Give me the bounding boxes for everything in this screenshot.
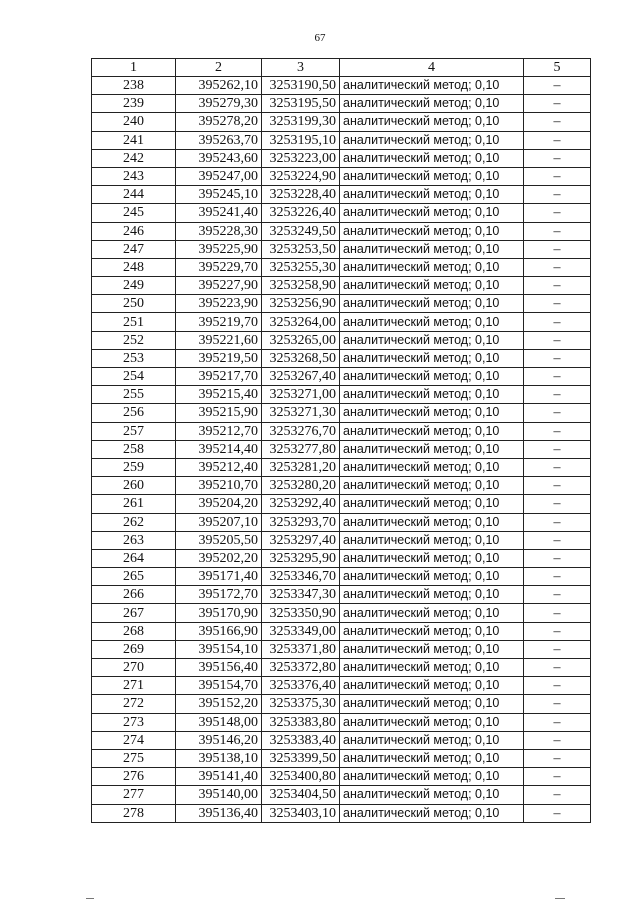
point-number-cell: 265 (92, 568, 176, 586)
note-cell: – (524, 513, 591, 531)
note-cell: – (524, 386, 591, 404)
y-coordinate-cell: 3253276,70 (262, 422, 340, 440)
y-coordinate-cell: 3253295,90 (262, 549, 340, 567)
point-number-cell: 238 (92, 77, 176, 95)
table-row (92, 95, 591, 113)
point-number-cell: 274 (92, 731, 176, 749)
table-row (92, 477, 591, 495)
x-coordinate-cell: 395217,70 (176, 368, 262, 386)
method-cell: аналитический метод; 0,10 (340, 204, 524, 222)
note-cell: – (524, 149, 591, 167)
y-coordinate-cell: 3253228,40 (262, 186, 340, 204)
method-cell: аналитический метод; 0,10 (340, 695, 524, 713)
point-number-cell: 269 (92, 640, 176, 658)
method-cell: аналитический метод; 0,10 (340, 713, 524, 731)
x-coordinate-cell: 395262,10 (176, 77, 262, 95)
x-coordinate-cell: 395241,40 (176, 204, 262, 222)
note-cell: – (524, 368, 591, 386)
x-coordinate-cell: 395156,40 (176, 659, 262, 677)
table-row (92, 749, 591, 767)
x-coordinate-cell: 395279,30 (176, 95, 262, 113)
x-coordinate-cell: 395247,00 (176, 167, 262, 185)
table-row (92, 549, 591, 567)
method-cell: аналитический метод; 0,10 (340, 640, 524, 658)
y-coordinate-cell: 3253195,10 (262, 131, 340, 149)
note-cell: – (524, 240, 591, 258)
method-cell: аналитический метод; 0,10 (340, 731, 524, 749)
method-cell: аналитический метод; 0,10 (340, 749, 524, 767)
x-coordinate-cell: 395215,40 (176, 386, 262, 404)
table-row (92, 368, 591, 386)
y-coordinate-cell: 3253371,80 (262, 640, 340, 658)
method-cell: аналитический метод; 0,10 (340, 604, 524, 622)
table-row (92, 240, 591, 258)
note-cell: – (524, 640, 591, 658)
table-row (92, 404, 591, 422)
note-cell: – (524, 495, 591, 513)
point-number-cell: 245 (92, 204, 176, 222)
method-cell: аналитический метод; 0,10 (340, 622, 524, 640)
point-number-cell: 258 (92, 440, 176, 458)
method-cell: аналитический метод; 0,10 (340, 277, 524, 295)
method-cell: аналитический метод; 0,10 (340, 531, 524, 549)
note-cell: – (524, 277, 591, 295)
point-number-cell: 247 (92, 240, 176, 258)
method-cell: аналитический метод; 0,10 (340, 331, 524, 349)
x-coordinate-cell: 395225,90 (176, 240, 262, 258)
table-row (92, 713, 591, 731)
x-coordinate-cell: 395171,40 (176, 568, 262, 586)
method-cell: аналитический метод; 0,10 (340, 786, 524, 804)
table-row (92, 386, 591, 404)
y-coordinate-cell: 3253281,20 (262, 458, 340, 476)
note-cell: – (524, 331, 591, 349)
table-row (92, 568, 591, 586)
method-cell: аналитический метод; 0,10 (340, 313, 524, 331)
method-cell: аналитический метод; 0,10 (340, 368, 524, 386)
table-row (92, 349, 591, 367)
point-number-cell: 271 (92, 677, 176, 695)
note-cell: – (524, 786, 591, 804)
x-coordinate-cell: 395204,20 (176, 495, 262, 513)
table-row (92, 640, 591, 658)
note-cell: – (524, 186, 591, 204)
x-coordinate-cell: 395223,90 (176, 295, 262, 313)
table-row (92, 131, 591, 149)
x-coordinate-cell: 395219,50 (176, 349, 262, 367)
method-cell: аналитический метод; 0,10 (340, 422, 524, 440)
method-cell: аналитический метод; 0,10 (340, 513, 524, 531)
x-coordinate-cell: 395263,70 (176, 131, 262, 149)
y-coordinate-cell: 3253223,00 (262, 149, 340, 167)
column-header-5: 5 (524, 59, 591, 77)
y-coordinate-cell: 3253347,30 (262, 586, 340, 604)
method-cell: аналитический метод; 0,10 (340, 677, 524, 695)
y-coordinate-cell: 3253403,10 (262, 804, 340, 822)
point-number-cell: 256 (92, 404, 176, 422)
table-row (92, 277, 591, 295)
x-coordinate-cell: 395214,40 (176, 440, 262, 458)
scan-mark-left (86, 898, 94, 899)
note-cell: – (524, 222, 591, 240)
x-coordinate-cell: 395228,30 (176, 222, 262, 240)
x-coordinate-cell: 395212,70 (176, 422, 262, 440)
point-number-cell: 252 (92, 331, 176, 349)
x-coordinate-cell: 395243,60 (176, 149, 262, 167)
y-coordinate-cell: 3253277,80 (262, 440, 340, 458)
point-number-cell: 276 (92, 768, 176, 786)
point-number-cell: 264 (92, 549, 176, 567)
point-number-cell: 255 (92, 386, 176, 404)
note-cell: – (524, 768, 591, 786)
x-coordinate-cell: 395136,40 (176, 804, 262, 822)
note-cell: – (524, 349, 591, 367)
table-row (92, 331, 591, 349)
note-cell: – (524, 77, 591, 95)
method-cell: аналитический метод; 0,10 (340, 149, 524, 167)
point-number-cell: 263 (92, 531, 176, 549)
y-coordinate-cell: 3253346,70 (262, 568, 340, 586)
table-row (92, 167, 591, 185)
point-number-cell: 253 (92, 349, 176, 367)
x-coordinate-cell: 395154,10 (176, 640, 262, 658)
x-coordinate-cell: 395227,90 (176, 277, 262, 295)
point-number-cell: 239 (92, 95, 176, 113)
note-cell: – (524, 113, 591, 131)
method-cell: аналитический метод; 0,10 (340, 186, 524, 204)
y-coordinate-cell: 3253190,50 (262, 77, 340, 95)
method-cell: аналитический метод; 0,10 (340, 222, 524, 240)
x-coordinate-cell: 395202,20 (176, 549, 262, 567)
y-coordinate-cell: 3253375,30 (262, 695, 340, 713)
y-coordinate-cell: 3253383,80 (262, 713, 340, 731)
method-cell: аналитический метод; 0,10 (340, 495, 524, 513)
method-cell: аналитический метод; 0,10 (340, 295, 524, 313)
y-coordinate-cell: 3253271,30 (262, 404, 340, 422)
table-row (92, 604, 591, 622)
x-coordinate-cell: 395172,70 (176, 586, 262, 604)
point-number-cell: 242 (92, 149, 176, 167)
method-cell: аналитический метод; 0,10 (340, 404, 524, 422)
note-cell: – (524, 659, 591, 677)
note-cell: – (524, 531, 591, 549)
y-coordinate-cell: 3253258,90 (262, 277, 340, 295)
y-coordinate-cell: 3253249,50 (262, 222, 340, 240)
point-number-cell: 246 (92, 222, 176, 240)
y-coordinate-cell: 3253264,00 (262, 313, 340, 331)
point-number-cell: 251 (92, 313, 176, 331)
y-coordinate-cell: 3253226,40 (262, 204, 340, 222)
method-cell: аналитический метод; 0,10 (340, 258, 524, 276)
note-cell: – (524, 204, 591, 222)
y-coordinate-cell: 3253383,40 (262, 731, 340, 749)
note-cell: – (524, 549, 591, 567)
y-coordinate-cell: 3253297,40 (262, 531, 340, 549)
note-cell: – (524, 586, 591, 604)
x-coordinate-cell: 395210,70 (176, 477, 262, 495)
x-coordinate-cell: 395166,90 (176, 622, 262, 640)
note-cell: – (524, 622, 591, 640)
method-cell: аналитический метод; 0,10 (340, 586, 524, 604)
method-cell: аналитический метод; 0,10 (340, 131, 524, 149)
y-coordinate-cell: 3253376,40 (262, 677, 340, 695)
table-row (92, 440, 591, 458)
note-cell: – (524, 95, 591, 113)
note-cell: – (524, 695, 591, 713)
note-cell: – (524, 568, 591, 586)
method-cell: аналитический метод; 0,10 (340, 95, 524, 113)
x-coordinate-cell: 395229,70 (176, 258, 262, 276)
point-number-cell: 267 (92, 604, 176, 622)
table-row (92, 295, 591, 313)
table-row (92, 768, 591, 786)
y-coordinate-cell: 3253400,80 (262, 768, 340, 786)
table-row (92, 659, 591, 677)
method-cell: аналитический метод; 0,10 (340, 349, 524, 367)
y-coordinate-cell: 3253195,50 (262, 95, 340, 113)
table-row (92, 622, 591, 640)
point-number-cell: 275 (92, 749, 176, 767)
method-cell: аналитический метод; 0,10 (340, 167, 524, 185)
y-coordinate-cell: 3253268,50 (262, 349, 340, 367)
note-cell: – (524, 258, 591, 276)
method-cell: аналитический метод; 0,10 (340, 568, 524, 586)
note-cell: – (524, 804, 591, 822)
point-number-cell: 261 (92, 495, 176, 513)
x-coordinate-cell: 395212,40 (176, 458, 262, 476)
point-number-cell: 272 (92, 695, 176, 713)
page-number: 67 (314, 32, 326, 44)
note-cell: – (524, 749, 591, 767)
point-number-cell: 262 (92, 513, 176, 531)
table-row (92, 313, 591, 331)
note-cell: – (524, 295, 591, 313)
point-number-cell: 270 (92, 659, 176, 677)
y-coordinate-cell: 3253350,90 (262, 604, 340, 622)
table-row (92, 513, 591, 531)
method-cell: аналитический метод; 0,10 (340, 549, 524, 567)
point-number-cell: 243 (92, 167, 176, 185)
y-coordinate-cell: 3253267,40 (262, 368, 340, 386)
note-cell: – (524, 731, 591, 749)
point-number-cell: 244 (92, 186, 176, 204)
table-row (92, 186, 591, 204)
table-body (92, 77, 591, 823)
point-number-cell: 249 (92, 277, 176, 295)
y-coordinate-cell: 3253399,50 (262, 749, 340, 767)
y-coordinate-cell: 3253292,40 (262, 495, 340, 513)
table-row (92, 804, 591, 822)
note-cell: – (524, 422, 591, 440)
y-coordinate-cell: 3253404,50 (262, 786, 340, 804)
x-coordinate-cell: 395245,10 (176, 186, 262, 204)
table-row (92, 731, 591, 749)
column-header-2: 2 (176, 59, 262, 77)
column-header-1: 1 (92, 59, 176, 77)
note-cell: – (524, 458, 591, 476)
method-cell: аналитический метод; 0,10 (340, 440, 524, 458)
point-number-cell: 278 (92, 804, 176, 822)
scan-mark-right (555, 898, 565, 899)
y-coordinate-cell: 3253280,20 (262, 477, 340, 495)
table-header-row (92, 59, 591, 77)
method-cell: аналитический метод; 0,10 (340, 113, 524, 131)
x-coordinate-cell: 395170,90 (176, 604, 262, 622)
y-coordinate-cell: 3253199,30 (262, 113, 340, 131)
x-coordinate-cell: 395146,20 (176, 731, 262, 749)
table-row (92, 677, 591, 695)
x-coordinate-cell: 395215,90 (176, 404, 262, 422)
table-row (92, 786, 591, 804)
note-cell: – (524, 440, 591, 458)
method-cell: аналитический метод; 0,10 (340, 77, 524, 95)
point-number-cell: 259 (92, 458, 176, 476)
point-number-cell: 273 (92, 713, 176, 731)
x-coordinate-cell: 395138,10 (176, 749, 262, 767)
note-cell: – (524, 677, 591, 695)
y-coordinate-cell: 3253224,90 (262, 167, 340, 185)
method-cell: аналитический метод; 0,10 (340, 804, 524, 822)
point-number-cell: 260 (92, 477, 176, 495)
point-number-cell: 241 (92, 131, 176, 149)
point-number-cell: 257 (92, 422, 176, 440)
x-coordinate-cell: 395141,40 (176, 768, 262, 786)
x-coordinate-cell: 395207,10 (176, 513, 262, 531)
point-number-cell: 248 (92, 258, 176, 276)
point-number-cell: 254 (92, 368, 176, 386)
y-coordinate-cell: 3253271,00 (262, 386, 340, 404)
table-row (92, 531, 591, 549)
point-number-cell: 277 (92, 786, 176, 804)
point-number-cell: 268 (92, 622, 176, 640)
table-row (92, 422, 591, 440)
table-row (92, 77, 591, 95)
column-header-4: 4 (340, 59, 524, 77)
y-coordinate-cell: 3253253,50 (262, 240, 340, 258)
point-number-cell: 250 (92, 295, 176, 313)
x-coordinate-cell: 395221,60 (176, 331, 262, 349)
y-coordinate-cell: 3253265,00 (262, 331, 340, 349)
column-header-3: 3 (262, 59, 340, 77)
table-row (92, 222, 591, 240)
note-cell: – (524, 477, 591, 495)
x-coordinate-cell: 395205,50 (176, 531, 262, 549)
method-cell: аналитический метод; 0,10 (340, 768, 524, 786)
y-coordinate-cell: 3253293,70 (262, 513, 340, 531)
x-coordinate-cell: 395154,70 (176, 677, 262, 695)
method-cell: аналитический метод; 0,10 (340, 458, 524, 476)
table-row (92, 458, 591, 476)
table-row (92, 695, 591, 713)
method-cell: аналитический метод; 0,10 (340, 477, 524, 495)
note-cell: – (524, 167, 591, 185)
coordinates-table (91, 58, 591, 823)
note-cell: – (524, 604, 591, 622)
table-row (92, 258, 591, 276)
point-number-cell: 240 (92, 113, 176, 131)
method-cell: аналитический метод; 0,10 (340, 659, 524, 677)
x-coordinate-cell: 395219,70 (176, 313, 262, 331)
point-number-cell: 266 (92, 586, 176, 604)
x-coordinate-cell: 395140,00 (176, 786, 262, 804)
note-cell: – (524, 713, 591, 731)
y-coordinate-cell: 3253256,90 (262, 295, 340, 313)
table-row (92, 204, 591, 222)
x-coordinate-cell: 395148,00 (176, 713, 262, 731)
method-cell: аналитический метод; 0,10 (340, 386, 524, 404)
table-row (92, 149, 591, 167)
x-coordinate-cell: 395278,20 (176, 113, 262, 131)
note-cell: – (524, 131, 591, 149)
y-coordinate-cell: 3253255,30 (262, 258, 340, 276)
y-coordinate-cell: 3253372,80 (262, 659, 340, 677)
table-row (92, 495, 591, 513)
y-coordinate-cell: 3253349,00 (262, 622, 340, 640)
note-cell: – (524, 313, 591, 331)
table-row (92, 113, 591, 131)
x-coordinate-cell: 395152,20 (176, 695, 262, 713)
note-cell: – (524, 404, 591, 422)
table-row (92, 586, 591, 604)
method-cell: аналитический метод; 0,10 (340, 240, 524, 258)
